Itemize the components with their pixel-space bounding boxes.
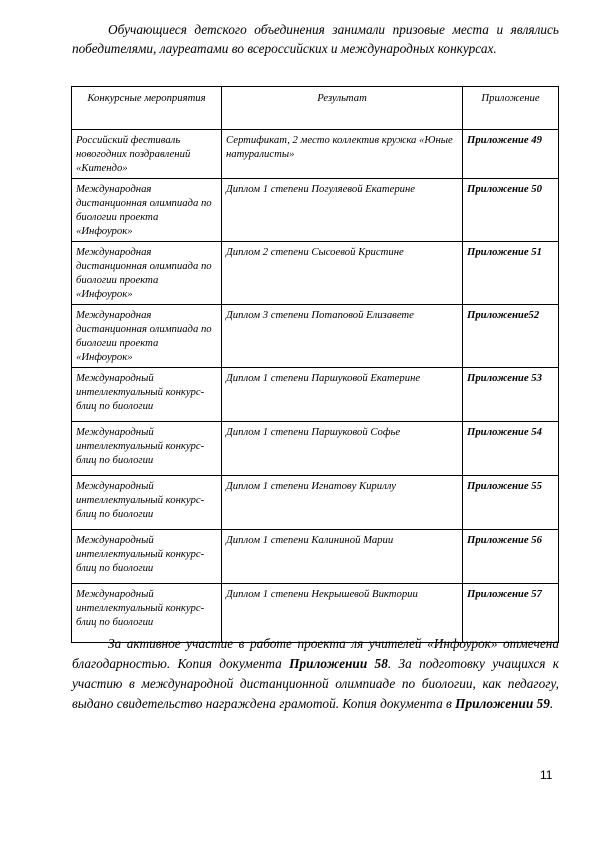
results-table [71, 86, 559, 643]
appendix-reference: Приложении 59 [455, 696, 550, 711]
appendix-cell: Приложение52 [463, 305, 559, 368]
closing-text-part: За активное участие в работе проекта ля учителей «Инфоурок» отмечена благодарностью. Копия документа [72, 636, 559, 671]
table-row [72, 422, 559, 476]
appendix-cell: Приложение 57 [463, 584, 559, 643]
event-cell: Международная дистанционная олимпиада по биологии проекта «Инфоурок» [72, 242, 222, 305]
closing-text-part: . [549, 696, 554, 711]
event-cell: Международный интеллектуальный конкурс-блиц по биологии [72, 422, 222, 476]
result-cell: Диплом 2 степени Сысоевой Кристине [222, 242, 463, 305]
table-row [72, 476, 559, 530]
result-cell: Сертификат, 2 место коллектив кружка «Юные натуралисты» [222, 130, 463, 179]
table-row [72, 242, 559, 305]
event-cell: Международная дистанционная олимпиада по биологии проекта «Инфоурок» [72, 179, 222, 242]
appendix-cell: Приложение 56 [463, 530, 559, 584]
event-cell: Международный интеллектуальный конкурс-блиц по биологии [72, 368, 222, 422]
appendix-cell: Приложение 51 [463, 242, 559, 305]
table-row [72, 305, 559, 368]
appendix-cell: Приложение 53 [463, 368, 559, 422]
result-cell: Диплом 1 степени Некрышевой Виктории [222, 584, 463, 643]
event-cell: Международный интеллектуальный конкурс-блиц по биологии [72, 584, 222, 643]
appendix-cell: Приложение 49 [463, 130, 559, 179]
result-cell: Диплом 1 степени Погуляевой Екатерине [222, 179, 463, 242]
header-events: Конкурсные мероприятия [72, 87, 222, 130]
closing-paragraph [72, 634, 559, 714]
page-number: 11 [540, 768, 553, 782]
table-row [72, 530, 559, 584]
table-row [72, 368, 559, 422]
appendix-reference: Приложении 58 [289, 656, 388, 671]
closing-text-part: . За подготовку учащихся к участию в международной дистанционной олимпиаде по биологии, как педагогу, выдано свидетельство награждена грамотой. Копия документа в [72, 656, 559, 711]
event-cell: Международная дистанционная олимпиада по биологии проекта «Инфоурок» [72, 305, 222, 368]
table-header-row [72, 87, 559, 130]
result-cell: Диплом 1 степени Паршуковой Софье [222, 422, 463, 476]
header-appendix: Приложение [463, 87, 559, 130]
result-cell: Диплом 1 степени Игнатову Кириллу [222, 476, 463, 530]
appendix-cell: Приложение 50 [463, 179, 559, 242]
appendix-cell: Приложение 55 [463, 476, 559, 530]
table-row [72, 179, 559, 242]
result-cell: Диплом 1 степени Паршуковой Екатерине [222, 368, 463, 422]
event-cell: Российский фестиваль новогодних поздравлений «Китендо» [72, 130, 222, 179]
result-cell: Диплом 3 степени Потаповой Елизавете [222, 305, 463, 368]
header-result: Результат [222, 87, 463, 130]
event-cell: Международный интеллектуальный конкурс-блиц по биологии [72, 476, 222, 530]
table-row [72, 130, 559, 179]
appendix-cell: Приложение 54 [463, 422, 559, 476]
result-cell: Диплом 1 степени Калининой Марии [222, 530, 463, 584]
intro-paragraph: Обучающиеся детского объединения занимали призовые места и являлись победителями, лауреатами во всероссийских и международных конкурсах. [72, 22, 559, 56]
event-cell: Международный интеллектуальный конкурс-блиц по биологии [72, 530, 222, 584]
